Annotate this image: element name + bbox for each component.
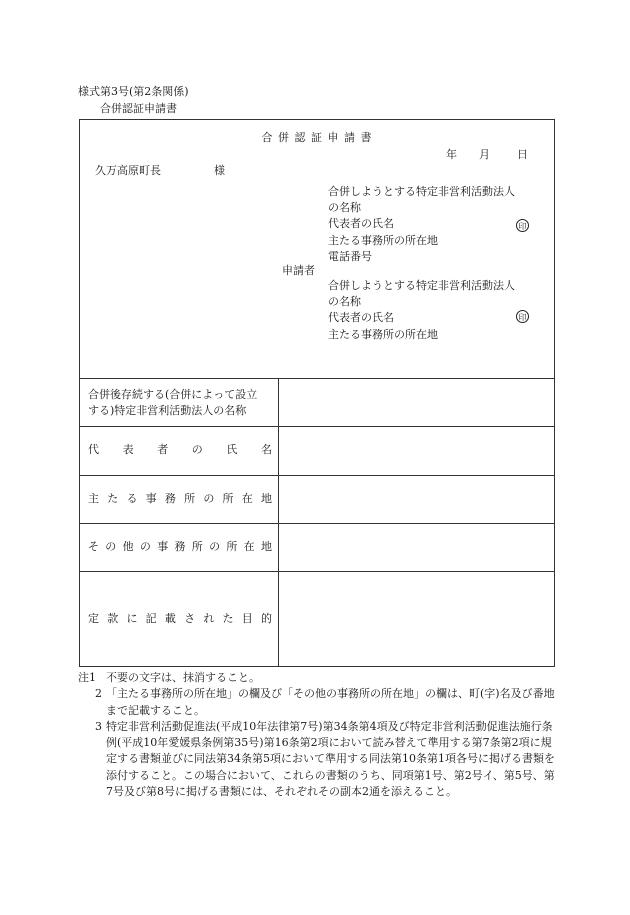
surviving-org-name-label-line2: する)特定非営利活動法人の名称 bbox=[88, 404, 247, 417]
label-char: 主 bbox=[88, 492, 99, 505]
label-char: る bbox=[126, 492, 138, 505]
note-number: 3 bbox=[95, 719, 102, 733]
applicant2-org-name-line1: 合併しようとする特定非営利活動法人 bbox=[328, 279, 515, 292]
label-char: 所 bbox=[226, 540, 238, 553]
note-item bbox=[78, 686, 558, 719]
applicant1-office: 主たる事務所の所在地 bbox=[328, 233, 438, 247]
label-char: の bbox=[139, 540, 151, 553]
label-char: の bbox=[209, 540, 221, 553]
main-office-location-field[interactable] bbox=[287, 476, 555, 522]
label-char: そ bbox=[88, 540, 99, 553]
applicant1-representative: 代表者の氏名 bbox=[328, 217, 394, 231]
articles-purpose-field[interactable] bbox=[287, 572, 555, 666]
label-char: た bbox=[222, 612, 234, 625]
other-office-location-field[interactable] bbox=[287, 524, 555, 570]
surviving-org-name-label bbox=[88, 387, 274, 419]
label-char: の bbox=[203, 492, 215, 505]
column-divider bbox=[278, 378, 279, 666]
date-month-label: 月 bbox=[479, 148, 490, 161]
applicant1-org-name-line1: 合併しようとする特定非営利活動法人 bbox=[328, 185, 515, 198]
label-char: 款 bbox=[107, 612, 119, 625]
label-char: 所 bbox=[184, 492, 196, 505]
label-char: 務 bbox=[164, 492, 176, 505]
label-char: 所 bbox=[191, 540, 203, 553]
representative-name-label bbox=[88, 442, 272, 458]
surviving-org-name-field[interactable] bbox=[287, 379, 555, 425]
note-number: 2 bbox=[95, 687, 102, 701]
date-day-label: 日 bbox=[517, 148, 528, 161]
label-char: 名 bbox=[260, 443, 272, 456]
surviving-org-name-label-line1: 合併後存続する(合併によって設立 bbox=[88, 388, 258, 401]
main-office-location-label bbox=[88, 491, 272, 507]
label-char: 他 bbox=[122, 540, 134, 553]
applicant2-representative: 代表者の氏名 bbox=[328, 311, 394, 325]
label-char: 在 bbox=[241, 492, 253, 505]
label-char: さ bbox=[184, 612, 196, 625]
date-year-label: 年 bbox=[446, 148, 457, 161]
other-office-location-label bbox=[88, 539, 272, 555]
label-char: 的 bbox=[260, 612, 272, 625]
note-item bbox=[78, 719, 558, 800]
label-char: 事 bbox=[157, 540, 169, 553]
label-char: 載 bbox=[164, 612, 176, 625]
note-text: 特定非営利活動促進法(平成10年法律第7号)第34条第4項及び特定非営利活動促進法施行条例(平成10年愛媛県条例第35号)第16条第2項において読み替えて準用する第7条第2項に規定する書類並びに同法第34条第5項において準用する同法第10条第1項各号に掲げる書類を添付すること。この場合において、これらの書類のうち、同項第1号、第2号イ、第5号、第7号及び第8号に掲げる書類には、それぞれその副本2通を添えること。 bbox=[106, 719, 555, 799]
applicant-label: 申請者 bbox=[282, 264, 315, 277]
note-text: 不要の文字は、抹消すること。 bbox=[106, 671, 260, 684]
addressee-honorific: 様 bbox=[214, 164, 225, 177]
applicant1-org-name-line2: の名称 bbox=[328, 201, 361, 215]
label-char: 地 bbox=[260, 492, 272, 505]
label-char: 表 bbox=[122, 443, 134, 456]
label-char: 所 bbox=[222, 492, 234, 505]
label-char: 在 bbox=[243, 540, 255, 553]
applicant1-block bbox=[328, 184, 515, 265]
applicant2-org-name-line2: の名称 bbox=[328, 295, 361, 309]
seal-icon: 印 bbox=[516, 219, 529, 232]
articles-purpose-label bbox=[88, 611, 272, 627]
form-number: 様式第3号(第2条関係) bbox=[78, 85, 189, 98]
note-number: 注1 bbox=[78, 671, 96, 684]
notes bbox=[78, 670, 558, 800]
label-char: の bbox=[191, 443, 203, 456]
label-char: 務 bbox=[174, 540, 186, 553]
applicant1-phone: 電話番号 bbox=[328, 249, 372, 263]
label-char: 記 bbox=[145, 612, 157, 625]
addressee: 久万高原町長 bbox=[95, 164, 161, 177]
note-item bbox=[78, 670, 558, 686]
seal-icon: 印 bbox=[516, 310, 529, 323]
document-title: 合 併 認 証 申 請 書 bbox=[261, 131, 373, 144]
label-char: 代 bbox=[88, 443, 99, 456]
applicant2-office: 主たる事務所の所在地 bbox=[328, 327, 438, 341]
label-char: の bbox=[105, 540, 117, 553]
applicant2-block bbox=[328, 278, 515, 343]
label-char: 地 bbox=[260, 540, 272, 553]
representative-name-field[interactable] bbox=[287, 427, 555, 474]
application-form bbox=[79, 119, 555, 667]
label-char: 定 bbox=[88, 612, 99, 625]
label-char: 事 bbox=[145, 492, 157, 505]
label-char: に bbox=[126, 612, 138, 625]
label-char: れ bbox=[203, 612, 215, 625]
note-text: 「主たる事務所の所在地」の欄及び「その他の事務所の所在地」の欄は、町(字)名及び番地まで記載すること。 bbox=[106, 687, 555, 717]
form-subtitle: 合併認証申請書 bbox=[100, 102, 177, 115]
label-char: た bbox=[107, 492, 119, 505]
label-char: 氏 bbox=[226, 443, 238, 456]
label-char: 目 bbox=[241, 612, 253, 625]
label-char: 者 bbox=[157, 443, 169, 456]
